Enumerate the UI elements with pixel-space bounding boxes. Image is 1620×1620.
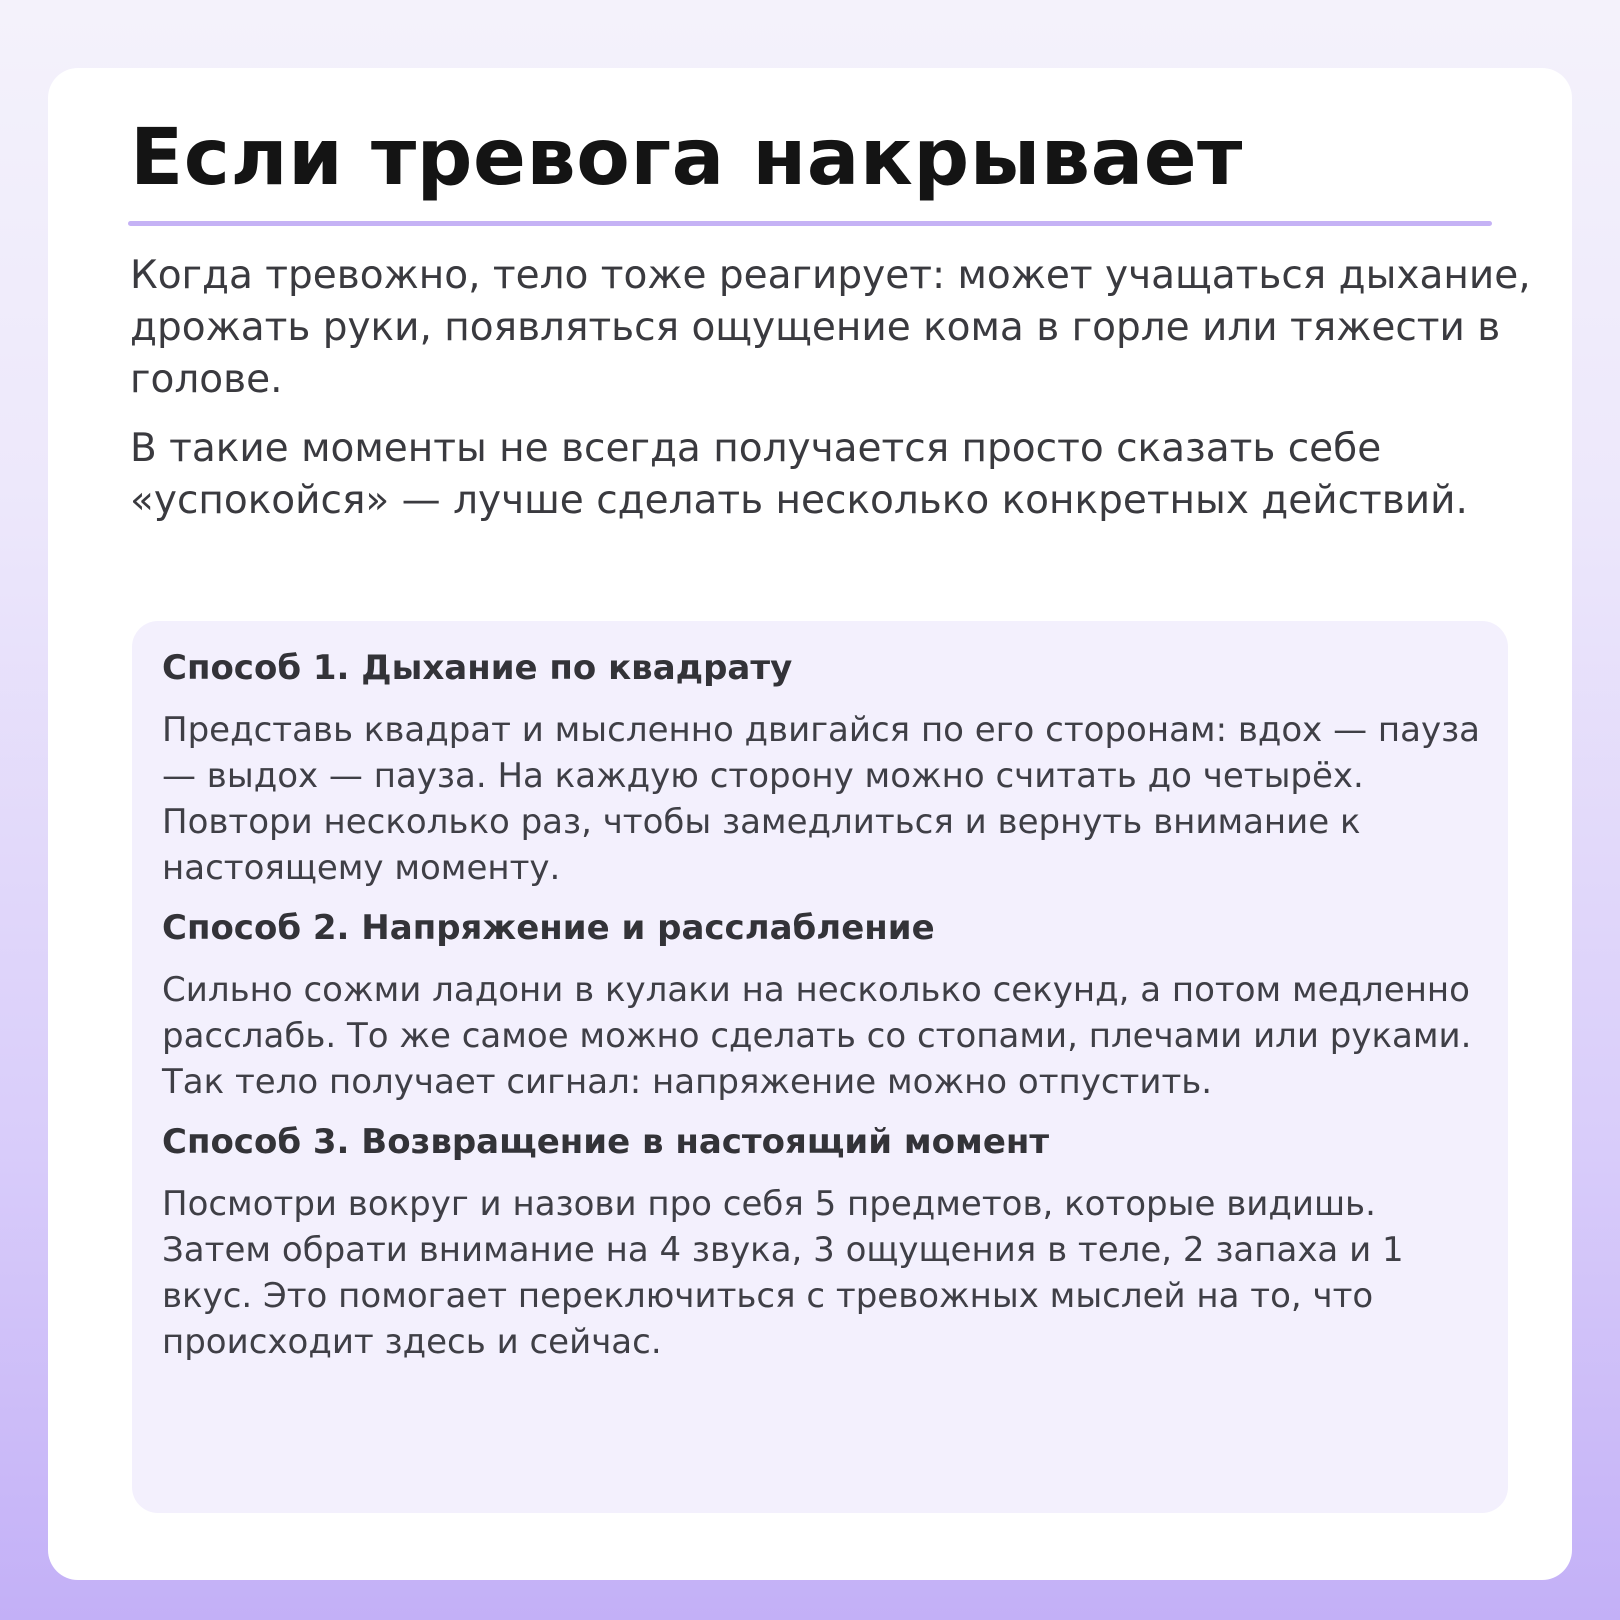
method-description: Сильно сожми ладони в кулаки на несколько секунд, а потом медленно расслабь. То же самое можно сделать со стопами, плечами или руками. Так тело получает сигнал: напряжение можно отпустить. [162, 970, 1472, 1102]
methods-panel [132, 621, 1508, 1513]
method-item [162, 643, 1482, 891]
method-item [162, 1117, 1482, 1365]
method-title: Способ 1. Дыхание по квадрату [162, 648, 793, 688]
method-title: Способ 3. Возвращение в настоящий момент [162, 1122, 1050, 1162]
method-title: Способ 2. Напряжение и расслабление [162, 908, 935, 948]
intro-paragraph: В такие моменты не всегда получается просто сказать себе «успокойся» — лучше сделать несколько конкретных действий. [130, 426, 1468, 523]
method-description: Посмотри вокруг и назови про себя 5 предметов, которые видишь. Затем обрати внимание на 4 звука, 3 ощущения в теле, 2 запаха и 1 вкус. Это помогает переключиться с тревожных мыслей на то, что происходит здесь и сейчас. [162, 1184, 1404, 1362]
page-title: Если тревога накрывает [130, 113, 1243, 203]
intro-section [130, 250, 1570, 544]
method-description: Представь квадрат и мысленно двигайся по его сторонам: вдох — пауза — выдох — пауза. На каждую сторону можно считать до четырёх. Повтори несколько раз, чтобы замедлиться и вернуть внимание к настоящему моменту. [162, 710, 1481, 888]
title-underline [128, 221, 1492, 226]
intro-paragraph: Когда тревожно, тело тоже реагирует: может учащаться дыхание, дрожать руки, появляться ощущение кома в горле или тяжести в голове. [130, 253, 1531, 402]
method-item [162, 903, 1482, 1105]
content-card [48, 68, 1572, 1580]
